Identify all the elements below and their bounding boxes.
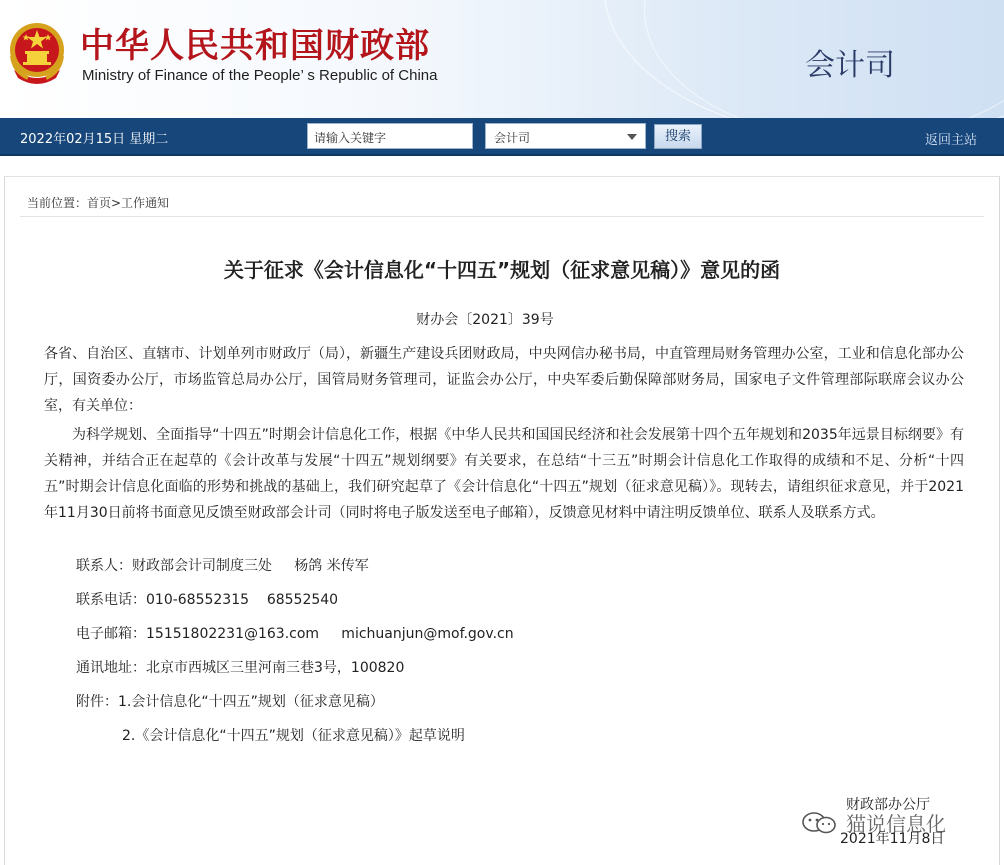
search-input[interactable] xyxy=(307,123,473,149)
contact-email: 电子邮箱：15151802231@163.com michuanjun@mof.gov.cn xyxy=(76,626,514,642)
search-button[interactable]: 搜索 xyxy=(654,124,702,149)
chevron-down-icon xyxy=(627,134,637,140)
divider xyxy=(20,216,984,217)
department-select-value: 会计司 xyxy=(494,131,531,145)
contact-phone: 联系电话：010-68552315 68552540 xyxy=(76,592,339,608)
wechat-icon xyxy=(800,810,840,836)
department-name: 会计司 xyxy=(805,48,895,83)
top-navbar xyxy=(0,118,1004,156)
site-subtitle: Ministry of Finance of the People’ s Republic of China xyxy=(82,67,438,84)
site-banner xyxy=(0,0,1004,118)
document-title: 关于征求《会计信息化“十四五”规划（征求意见稿）》意见的函 xyxy=(223,258,781,282)
breadcrumb-text[interactable]: 当前位置：首页>工作通知 xyxy=(27,196,170,210)
contact-person: 联系人：财政部会计司制度三处 杨鸽 米传军 xyxy=(76,558,369,574)
breadcrumb xyxy=(27,194,169,211)
home-link[interactable]: 返回主站 xyxy=(925,133,978,148)
document-recipients: 各省、自治区、直辖市、计划单列市财政厅（局），新疆生产建设兵团财政局，中央网信办秘书局，中直管理局财务管理办公室，工业和信息化部办公厅，国资委办公厅，市场监管总局办公厅，国管局财务管理司，证监会办公厅，中央军委后勤保障部财务局，国家电子文件管理部际联席会议办公室，有关单位： xyxy=(44,346,964,414)
department-select[interactable] xyxy=(485,123,646,149)
contact-address: 通讯地址：北京市西城区三里河南三巷3号，100820 xyxy=(76,660,405,676)
document-number: 财办会〔2021〕39号 xyxy=(416,312,554,328)
search-placeholder: 请输入关键字 xyxy=(314,131,387,145)
document-body: 为科学规划、全面指导“十四五”时期会计信息化工作，根据《中华人民共和国国民经济和社会发展第十四个五年规划和2035年远景目标纲要》有关精神，并结合正在起草的《会计改革与发展“十四五”规划纲要》有关要求，在总结“十三五”时期会计信息化工作取得的成绩和不足、分析“十四五”时期会计信息化面临的形势和挑战的基础上，我们研究起草了《会计信息化“十四五”规划（征求意见稿）》。现转去，请组织征求意见，并于2021年11月30日前将书面意见反馈至财政部会计司（同时将电子版发送至电子邮箱），反馈意见材料中请注明反馈单位、联系人及联系方式。 xyxy=(44,427,964,521)
signer: 财政部办公厅 xyxy=(846,797,930,813)
national-emblem-icon xyxy=(6,20,68,86)
attachment-item[interactable]: 附件：1.会计信息化“十四五”规划（征求意见稿） xyxy=(76,694,384,710)
watermark-text: 猫说信息化 xyxy=(846,812,946,836)
current-date: 2022年02月15日 星期二 xyxy=(20,132,169,147)
sign-date: 2021年11月8日 xyxy=(840,831,945,847)
attachment-item[interactable]: 2.《会计信息化“十四五”规划（征求意见稿）》起草说明 xyxy=(122,728,465,744)
site-title: 中华人民共和国财政部 xyxy=(80,26,430,66)
